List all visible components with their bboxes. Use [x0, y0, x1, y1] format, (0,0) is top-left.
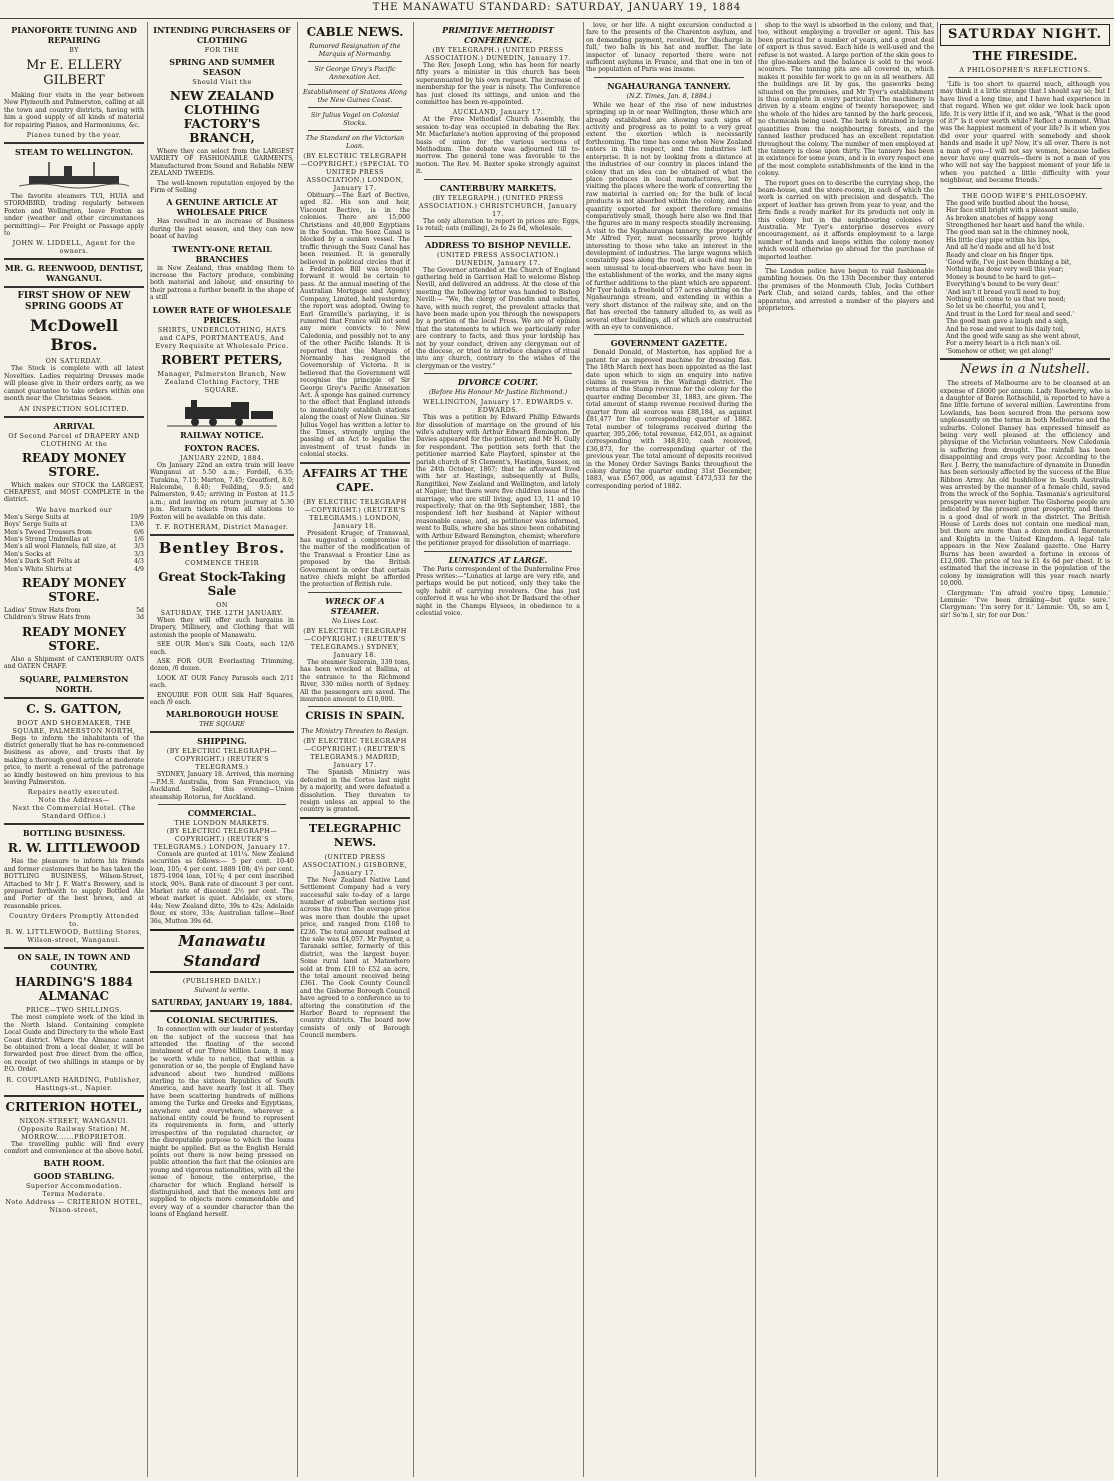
piano-tuner-name: Mr E. ELLERY GILBERT — [26, 58, 122, 88]
divider — [4, 947, 144, 949]
price-row: Children's Straw Hats from 3d — [4, 614, 144, 622]
gazette-body: Donald Donald, of Masterton, has applied for a patent for an improved machine for dressing flax. The 18th March next has been appointed as the last date upon which to sign an enquiry into native claims in reserves in the Waitangi district. The returns of the Stamp revenue for the colony for the quarter ending December 31, 1883, are given. The total amount of stamp revenue received during the quarter from all sources was £88,184, as against £81,477 for the corresponding quarter of 1882. Total number of telegrams received during the quarter, 395,266; total revenue, £42,051, as against corresponding with 348,810, cash received, £36,873, for the corresponding quarter of the previous year. The total amount of deposits received in the Money Order Savings Banks throughout the colony during the quarter ending 31st December, 1883, was £567,000, as against £473,533 for the corresponding period of 1882. — [586, 349, 752, 490]
harding-sig: R. COUPLAND HARDING, Publisher, Hastings-st., Napier. — [6, 1075, 142, 1092]
divider — [594, 334, 744, 335]
foxton-races: FOXTON RACES. — [184, 442, 260, 453]
divider — [424, 236, 572, 237]
divider — [158, 804, 286, 805]
factory-branch: NEW ZEALAND CLOTHING FACTORY'S BRANCH, — [169, 89, 275, 145]
column-6-continued: The report goes on to describe the currying shop, the beam-house, and the store-rooms, in each of which the work is carried on with precision and despatch. The export of leather has grown from year to year, and the firm finds a ready market for its products not only in this colony but in the neighbouring colonies of Australia. Mr Tyer's enterprise deserves every encouragement, as it affords employment to a large number of hands and keeps within the colony money which would otherwise go abroad for the purchase of imported leather. — [758, 179, 934, 261]
colonial-securities-heading: COLONIAL SECURITIES. — [166, 1015, 278, 1026]
divorce-body: This was a petition by Edward Phillip Edwards for dissolution of marriage on the ground of his wife's adultery with Arthur Edward Remington. Dr Davies appeared for the petitioner, and Mr H. Gully for respondent. The petition sets forth that the petitioner married Kate Playford, spinster at the parish church of St Clement's, Hastings, Sussex, on the 24th October, 1867; that he afterward lived with her at Hastings, subsequently at Bulls, Rangitikei, New Zealand and Wellington, and lately at Napier; that there were five children issue of the marriage, who are still living, aged 13, 11 and 10 respectively; that on the 9th September, 1881, the respondent left her husband at Napier without reasonable cause, and, as petitioner was informed, went to Bulls, where she has since been cohabiting with Arthur Edward Remington, chemist; wherefore the petitioner prayed for dissolution of marriage. — [416, 414, 580, 548]
inspection-solicited: AN INSPECTION SOLICITED. — [19, 404, 129, 413]
sale-on: ON — [216, 600, 228, 609]
bottling-heading: BOTTLING BUSINESS. — [22, 828, 126, 839]
mcdowell-bros: McDowell Bros. — [29, 316, 119, 355]
retail-branches: TWENTY-ONE RETAIL BRANCHES — [172, 243, 272, 264]
arrival-body: Of Second Parcel of DRAPERY AND CLOTHING At the — [8, 431, 140, 448]
divider — [4, 823, 144, 825]
reflections-heading: A PHILOSOPHER'S REFLECTIONS. — [959, 66, 1091, 74]
price-row: Boys' Serge Suits at 13/6 — [4, 521, 144, 529]
column-5 — [586, 22, 752, 1477]
divider — [150, 731, 294, 733]
divider — [300, 817, 410, 819]
reputation: The well-known reputation enjoyed by the Firm of Selling — [150, 179, 294, 195]
column-2 — [150, 22, 294, 1477]
divider — [4, 286, 144, 288]
steam-body: The favorite steamers TUI, HUIA and STORMBIRD, trading regularly between Foxton and Wellington, leave Foxton as under (weather and other circumstances permitting)— For Freight or Passage apply to — [4, 193, 144, 238]
criterion-heading: CRITERION HOTEL, — [5, 1099, 143, 1114]
wreck-body: The steamer Suzerain, 339 tons, has been wrecked at Ballina, at the entrance to the Richmond River, 330 miles north of Sydney. All the passengers are saved. The insurance amount to £10,000. — [300, 658, 410, 703]
london-police-body: The London police have begun to raid fashionable gambling houses. On the 13th December they entered the premises of the Monmouth Club, Jocks Cuthbert Park Club, and seized cards, tables, and the other apparatus, and arrested a number of the players and proprietors. — [758, 268, 934, 313]
canterbury-heading: CANTERBURY MARKETS. — [439, 182, 557, 193]
divider — [4, 697, 144, 699]
column-rule — [755, 22, 756, 1477]
harding-price: PRICE—TWO SHILLINGS. — [25, 1006, 123, 1015]
divider — [150, 534, 294, 536]
divider — [948, 188, 1102, 189]
bentley-bros: Bentley Bros. — [158, 538, 286, 557]
crisis-sub: The Ministry Threaten to Resign. — [301, 727, 409, 736]
column-1 — [4, 22, 144, 1477]
lunatics-body: The Paris correspondent of the Dunfermline Free Press writes:—"Lunatics at large are very rife, and perhaps would be put noticed, only they take the ugly habit of carrying revolvers. One has just conferred it was he who shot Dr Badsard the other night in the Champs Elysees, in obedience to a celestial voice. — [416, 565, 580, 617]
factory-body: Where they can select from the LARGEST VARIETY OF FASHIONABLE GARMENTS, Manufactured from Sound and Reliable NEW ZEALAND TWEEDS. — [150, 148, 294, 178]
bath-room: BATH ROOM. — [43, 1158, 105, 1169]
terms-moderate: Terms Moderate. — [42, 1190, 106, 1199]
oats-notice: Also a Shipment of CANTERBURY OATS and OATEN CHAFF. — [4, 655, 144, 671]
divorce-sub: (Before His Honour Mr Justice Richmond.) — [428, 388, 568, 397]
wreck-sub: No Lives Lost. — [331, 616, 379, 625]
column-6-intro: shop to the wayl is absorbed in the colony, and that, too, without employing a traveller or agent. This has been practical for a number of years, and a great deal of export is thus saved. Each hide is well-used and the refuse is not wasted. A large portion of the skin goes to the glue-makers and the balance is sold to the wool-scourers. The tanning pits are all covered in, which makes it possible for work to go on in all weathers. All the buildings are lit by gas, the gasworks being situated on the premises, and Mr Tyer's establishment is thus complete in every particular. The machinery is driven by a steam engine of twenty horsepower, and the whole of the hides are tanned by the bark process, no chemicals being used. The bark is obtained in large quantities from the neighbouring forests, and the tanned leather produced has an excellent reputation throughout the colony. The number of men employed at the tannery is close upon thirty. The tannery has been in existence for some years, and is in every respect one of the most complete establishments of the kind in the colony. — [758, 22, 934, 178]
country-orders: Country Orders Promptly Attended to. — [9, 912, 139, 929]
cable-item: Sir Julius Vogel on Colonial Stocks. — [310, 111, 400, 127]
canterbury-source: (BY TELEGRAPH.) (UNITED PRESS ASSOCIATION.) CHRISTCHURCH, January 17. — [418, 193, 578, 218]
crisis-body: The Spanish Ministry was defeated in the Cortes last night by a majority, and were defeated a dissolution. They threaten to resign unless an appeal to the country is granted. — [300, 769, 410, 814]
next-commercial: Next the Commercial Hotel. (The Standard Office.) — [12, 804, 136, 821]
commercial-body: Consols are quoted at 101¼. New Zealand securities as follows:— 5 per cent. 10-40 loan, 105; 4 per cent. 1889 108; 4½ per cent. 1875-1904 loan, 101¼; 4 per cent inscribed stock, 90¾. Bank rate of discount 3 per cent. Market rate of discount 2½ per cent. The wheat market is quiet. Adelaide, ex store, 44s; New Zealand ditto, 39s to 42s; Adelaide flour, ex store, 33s; Australian tallow—Beef 36s, Mutton 39s 6d. — [150, 851, 294, 925]
look-at: LOOK AT OUR Fancy Parasols each 2/11 each. — [150, 674, 294, 690]
spring-goods-heading: FIRST SHOW OF NEW SPRING GOODS AT — [17, 291, 131, 313]
column-rule — [413, 22, 414, 1477]
divider — [308, 61, 402, 62]
gatton-name: C. S. GATTON, — [26, 701, 122, 716]
piano-by: BY — [69, 46, 79, 54]
poem-line: The good man gave a laugh and a sigh, — [946, 318, 1069, 326]
cable-item: Sir George Grey's Pacific Annexation Act. — [314, 65, 396, 81]
steam-heading: STEAM TO WELLINGTON. — [14, 147, 134, 158]
poem-line: As broken snatches of happy song — [946, 214, 1054, 222]
poem-line: The good wife bustled about the house, — [946, 199, 1070, 207]
ask-for: ASK FOR OUR Everlasting Trimming, dozen, /6 dozen. — [150, 657, 294, 673]
shipping-body: SYDNEY, January 18. Arrived, this morning—P.M.S. Australia, from San Francisco, via Auckland. Sailed, this evening—Union steamship Rotorua, for Auckland. — [150, 771, 294, 801]
gatton-trade: BOOT AND SHOEMAKER, THE SQUARE, PALMERSTON NORTH, — [12, 718, 136, 735]
price-row: Ladies' Straw Hats from 5d — [4, 606, 144, 614]
divider — [308, 706, 402, 707]
poem-line: Nothing has done very well this year; — [946, 266, 1064, 274]
column-6 — [758, 22, 934, 1477]
auckland-dateline: AUCKLAND, January 17. — [452, 108, 544, 117]
poem-line: And he rose and went to his daily toil, — [946, 325, 1065, 333]
price-row: Men's all wool Flannels, full size, at 3/3 — [4, 543, 144, 551]
telegraphic-body: The New Zealand Native Land Settlement Company had a very successful sale to-day of a large number of suburban sections just across the river. The average price was more than double the upset price, and ranged from £108 to £236. The total amount realised at the sale was £4,057. Mr Poynter, a Taranaki settler, formerly of this district, was the largest buyer. Some rural land at Matawhero sold at from £10 to £52 an acre, the total amount received being £361. The Cook County Council and the Gisborne Borough Council have agreed to a conference as to altering the constitution of the Harbor Board to represent the country districts. The board now consists of only of Borough Council members. — [300, 876, 410, 1040]
good-wife-poem — [940, 200, 1110, 356]
tannery-heading: NGAHAURANGA TANNERY. — [607, 80, 731, 91]
column-rule — [937, 22, 938, 1477]
divider — [766, 264, 926, 265]
for-the: FOR THE — [204, 46, 240, 54]
poem-line: And all he'd made and all he'd lost — [946, 244, 1055, 252]
peters-title: Manager, Palmerston Branch, New Zealand Clothing Factory, THE SQUARE. — [157, 369, 287, 394]
fireside-heading: THE FIRESIDE. — [972, 49, 1078, 63]
criterion-note: Note Address — CRITERION HOTEL, Nixon-street, — [5, 1198, 143, 1215]
column-4 — [416, 22, 580, 1477]
criterion-address: NIXON-STREET, WANGANUI. (Opposite Railway Station) M. MORROW.......PROPRIETOR. — [17, 1116, 131, 1141]
poem-line: Nothing will come to us that we need; — [946, 295, 1066, 303]
cable-item: The Standard on the Victorian Loan. — [305, 134, 405, 150]
divider — [4, 1095, 144, 1097]
should-visit: Should Visit the — [192, 78, 252, 86]
saturday-night-heading: SATURDAY NIGHT. — [940, 24, 1110, 46]
gazette-heading: GOVERNMENT GAZETTE. — [610, 338, 728, 349]
issue-date: SATURDAY, JANUARY 19, 1884. — [151, 997, 293, 1008]
robert-peters: ROBERT PETERS, — [161, 352, 283, 367]
shipping-source: (BY ELECTRIC TELEGRAPH—COPYRIGHT.) (REUTER'S TELEGRAMS.) — [166, 747, 278, 772]
shirts-notice: SHIRTS, UNDERCLOTHING, HATS and CAPS, PORTMANTEAUS, And Every Requisite at Wholesale Price. — [155, 325, 289, 350]
shipping-heading: SHIPPING. — [197, 736, 247, 747]
commercial-source: (BY ELECTRIC TELEGRAPH—COPYRIGHT.) (REUTER'S TELEGRAMS.) LONDON, January 17. — [153, 827, 291, 852]
divider — [4, 416, 144, 418]
divorce-heading: DIVORCE COURT. — [457, 377, 539, 388]
poem-line: So let us be cheerful, you and I, — [946, 303, 1046, 311]
piano-body: Making four visits in the year between New Plymouth and Palmerston, calling at all the town and country districts, having with him a good supply of all kinds of material for repairing Pianos, and Harmoniums, &c. — [4, 92, 144, 129]
published-daily: (PUBLISHED DAILY.) — [182, 977, 262, 986]
races-sig: T. F. ROTHERAM, District Manager. — [155, 522, 289, 531]
motto: Suivant la verite. — [194, 986, 250, 995]
littlewood-sig: R. W. LITTLEWOOD, Bottling Stores, Wilson-street, Wanganui. — [5, 928, 143, 945]
steamer-illustration — [19, 160, 129, 190]
price-row: Men's Socks at 3/3 — [4, 550, 144, 558]
commercial-heading: COMMERCIAL. — [187, 808, 257, 819]
poem-line: And trust in the Lord for meal and seed.' — [946, 310, 1075, 318]
harding-almanac: HARDING'S 1884 ALMANAC — [15, 975, 133, 1004]
divorce-source: WELLINGTON, January 17. EDWARDS v. EDWARDS. — [423, 398, 573, 415]
column-rule — [297, 22, 298, 1477]
price-row: Men's Tweed Trousers from 6/6 — [4, 528, 144, 536]
divider — [424, 373, 572, 374]
divider — [300, 462, 410, 464]
crisis-source: (BY ELECTRIC TELEGRAPH—COPYRIGHT.) (REUTER'S TELEGRAMS.) MADRID, January 17. — [303, 737, 407, 770]
poem-line: The good man sat in the chimney nook, — [946, 229, 1070, 237]
divider — [308, 592, 402, 593]
price-row: Men's Serge Suits at 19/9 — [4, 513, 144, 521]
see-our: SEE OUR Men's Silk Coats, each 12/6 each. — [150, 641, 294, 656]
gatton-body: Begs to inform the inhabitants of the district generally that he has re-commenced business as above, and trusts that by making a thorough good article at moderate price, to merit a renewal of the patronage so kindly bestowed on him previous to his leaving Palmerston. — [4, 734, 144, 787]
auckland-body: At the Free Methodist Church Assembly, the session to-day was occupied in debating the Rev. Mr. Macfarlane's motion approving of the proposed basis of union for the various sections of Methodism. The debate was adjourned till to-morrow. The general tone was favorable to the motion. The Rev. M. Baxter spoke strongly against it. — [416, 116, 580, 176]
ready-money-store-2: READY MONEY STORE. — [22, 575, 126, 604]
tannery-source: (N.Z. Times, Jan. 8, 1884.) — [626, 91, 712, 100]
lunatics-heading: LUNATICS AT LARGE. — [448, 554, 548, 565]
crisis-heading: CRISIS IN SPAIN. — [305, 711, 405, 723]
cable-item: Establishment of Stations Along the New Guinea Coast. — [302, 88, 408, 104]
column-rule — [583, 22, 584, 1477]
ready-money-store: READY MONEY STORE. — [22, 450, 126, 479]
poem-line: For a merry heart is a rich man's oil. — [946, 340, 1062, 348]
price-row: Men's White Shirts at 4/9 — [4, 565, 144, 573]
nutshell-heading: News in a Nutshell. — [960, 362, 1090, 378]
railway-notice: RAILWAY NOTICE. — [180, 429, 264, 440]
primitive-source: (BY TELEGRAPH.) (UNITED PRESS ASSOCIATION.) DUNEDIN, January 17. — [425, 46, 571, 62]
note-address: Note the Address— — [38, 796, 110, 805]
wreck-heading: WRECK OF A STEAMER. — [325, 595, 385, 616]
price-list — [4, 514, 144, 573]
cape-heading: AFFAIRS AT THE CAPE. — [302, 466, 408, 494]
littlewood-name: R. W. LITTLEWOOD — [7, 841, 141, 856]
ready-body: Which makes our STOCK the LARGEST, CHEAPEST, and MOST COMPLETE in the district. — [4, 481, 144, 504]
divider — [594, 77, 744, 78]
poem-line: Everything's bound to be very dear.' — [946, 281, 1060, 289]
marked-our: We have marked our — [36, 505, 112, 514]
good-stabling: GOOD STABLING. — [33, 1171, 115, 1182]
poem-line: Strengthened her heart and hand the while. — [946, 221, 1085, 229]
column-rule — [147, 22, 148, 1477]
piano-heading: PIANOFORTE TUNING AND REPAIRING — [11, 25, 137, 45]
superior-accommodation: Superior Accommodation. — [26, 1182, 122, 1191]
commence-their: COMMENCE THEIR — [185, 558, 259, 567]
season: SPRING AND SUMMER SEASON — [169, 57, 275, 77]
bishop-body: The Governor attended at the Church of England gathering held in Garrison Hall to welcome Bishop Nevill, and delivered an address. At the close of the meeting the following letter was handed to Bishop Nevill:— "We, the clergy of Dunedin and suburbs, have, with much regret, the prevalent attacks that have been made upon you through the newspapers by a portion of the local Press. We are of opinion that the statements to which we particularly refer are contrary to facts, and thus your lordship has not by your conduct, driven any clergyman out of the diocese, or tried to introduce changes of ritual into any church, contrary to the wishes of the clergyman or the vestry." — [416, 266, 580, 370]
telegraphic-source: (UNITED PRESS ASSOCIATION.) GISBORNE, January 17. — [302, 852, 408, 877]
genuine-body: Has resulted in an increase of Business during the past season, and they can now boast of having — [150, 218, 294, 241]
divider — [940, 358, 1110, 360]
ending-joke: Clergyman: 'I'm afraid you're tipsy, Lemmie.' Lemmie: 'I've been drinking—but quite sure.' Clergyman: 'I'm sorry for it.' Lemmie: 'Oh, so am I, sir! So'm I, sir; for our Don.' — [940, 589, 1110, 619]
piano-tail: Pianos tuned by the year. — [26, 131, 122, 140]
show-on: ON SATURDAY. — [45, 357, 103, 366]
lower-rate: LOWER RATE OF WHOLESALE PRICES. — [152, 304, 292, 325]
cape-source: (BY ELECTRIC TELEGRAPH—COPYRIGHT.) (REUTER'S TELEGRAMS.) LONDON, January 18. — [303, 497, 407, 530]
poem-line: 'Somehow or other, we get along!' — [946, 347, 1054, 355]
marlborough-house: MARLBOROUGH HOUSE — [165, 709, 279, 720]
ready-money-store-3: READY MONEY STORE. — [22, 624, 126, 653]
column-3 — [300, 22, 410, 1477]
nutshell-body: The streets of Melbourne are to be cleansed at an expense of £8000 per annum. Lady Roseberry, who is a daughter of Baron Rothschild, is reported to have a fine little fortune of several million. Lawrentine from Lowlands, has been secured from the persons now unpleasantly on the terms in both Melbourne and the suburbs. Colonel Dansey has expressed himself as being very well pleased at the efficiency and physique of the Victorian volunteers. New Caledonia is suffering from drought. The rainfall has been disappointing and crops very poor. According to the Rev. J. Berry, the manufacture of dynamite in Dunedin has been seriously affected by the success of the Blue Ribbon Army. An old bushfellow in South Australia was arrested by the manner of a female child, saved from the wreck of the Sophia. Tasmania's agricultural prosperity was never higher. The Gisborne people are indicated by the present great prosperity, and there is a good deal of work in the district. The British House of Lords does not contain one medical man, but there are more than a dozen medical Baronets and Knights in the United Kingdom. A legal tale appears in the New Zealand gazette. One Harry Burns has been awarded a fortune in excess of £12,000. The price of tea is £1 4s 6d per chest. It is estimated that the increase in the population of the colony by immigration will this year reach nearly 10,000. — [940, 380, 1110, 588]
tannery-body: While we hear of the rise of new industries springing up in or near Wellington, those which are already established are showing such signs of activity and progress as to point to a very great extent the exertion which is necessarily forthcoming. The time has come when New Zealand enters in this respect, and the industries left enterprise. It is not by looking from a distance at the industries of our country in places inland the colony that an idea can be obtained of what the place produces in local manufactures, but by visiting the places where the work of converting the raw material is carried on; for the bulk of local products is not absorbed within the colony, and the quantity exported for export therefore remains comparatively small, though here also we find that the figures are in many respects steadily increasing. A visit to the Ngahauranga tannery, the property of Mr Alfred Tyer, must necessarily prove highly interesting to those who take an interest in the development of industries. The large wagons which constantly pass along the road, at each end may be seen unusual to local-observers who have been in the establishment of the works, and the many signs of further additions to the plant which are apparent. Mr Tyer holds a freehold of 57 acres abutting on the Ngahauranga stream, and extending in within a very short distance of the railway site, and on the flat has erected the tannery alluded to, as well as several other buildings, all of which are constructed with an eye to convenience. — [586, 101, 752, 332]
cable-news-heading: CABLE NEWS. — [306, 25, 404, 39]
london-markets: THE LONDON MARKETS. — [174, 819, 270, 828]
enquire-for: ENQUIRE FOR OUR Silk Half Squares, each /9 each. — [150, 691, 294, 706]
divider — [4, 142, 144, 144]
wreck-source: (BY ELECTRIC TELEGRAPH—COPYRIGHT.) (REUTER'S TELEGRAMS.) SYDNEY, January 18. — [303, 626, 407, 659]
divider — [308, 84, 402, 85]
cable-item: Rumored Resignation of the Marquis of Normanby. — [309, 42, 401, 58]
harding-heading: ON SALE, IN TOWN AND COUNTRY, — [17, 952, 131, 973]
primitive-body: The Rev. Joseph Long, who has been for nearly fifty years a minister in this church has been superannuated by his own request. The increase of membership for the year is ninety. The Conference has just closed its sittings, and union and the committee has been re-appointed. — [416, 62, 580, 107]
show-body: The Stock is complete with all latest Novelties. Ladies requiring Dresses made will please give in their orders early, as we cannot guarantee to take orders within one month near the Christmas Season. — [4, 365, 144, 403]
arrival-heading: ARRIVAL — [53, 420, 95, 431]
races-body: On January 22nd an extra train will leave Wanganui at 5.50 a.m.; Fordell, 6.35; Turakina, 7.15; Marton, 7.45; Greatford, 8.0; Halcombe, 8.40; Feilding, 9.5; and Palmerston, 9.45; arriving in Foxton at 11.5 a.m.; and leaving on return journey at 5.30 p.m. Return tickets from all stations to Foxton will be available on this date. — [150, 461, 294, 521]
bishop-heading: ADDRESS TO BISHOP NEVILLE. — [425, 239, 571, 250]
steam-agent: JOHN W. LIDDELL, Agent for the owners. — [12, 239, 136, 256]
harding-body: The most complete work of the kind in the North Island. Containing complete Local Guide and Directory to the whole East Coast district. Where the Almanac cannot be obtained from a local dealer, it will be forwarded post free direct from the office, on receipt of two shillings in stamps or by P.O. Order. — [4, 1014, 144, 1074]
cable-body: Obituary.—The Earl of Bective, aged 82. His son and heir, Viscount Bective, is in the colonies. There are 15,000 Christians and 40,000 Egyptians in the Soudan. The Suez Canal is blocked by a sunken vessel. The traffic through the Suez Canal has been resumed. It is generally believed in political circles that if a Federation Bill was brought forward it would be certain to pass. At the annual meeting of the Australian Mortgage and Agency Company, Limited, held yesterday, the report was adopted. Owing to Earl Granville's parlaying, it is rumored that France will not send any more convicts to New Caledonia, and possibly not to any of the other Pacific Islands. It is reported that the Marquis of Normanby has resigned the Governorship of Victoria. It is believed that the Government will recognise the principle of Sir George Grey's Pacific Annexation Act. A sponge has gained currency to the effect that England intends to immediately establish stations along the coast of New Guinea. Sir Julius Vogel has written a letter to the Times, strongly urging the passing of an Act to legalise the investment of trust funds in colonial stocks. — [300, 192, 410, 459]
cable-source: (BY ELECTRIC TELEGRAPH—COPYRIGHT.) (SPECIAL TO UNITED PRESS ASSOCIATION.) LONDON, January 17. — [300, 152, 410, 192]
divider — [948, 77, 1102, 78]
divider — [150, 1010, 294, 1012]
poem-line: 'Good wife, I've just been thinking a bit, — [946, 258, 1072, 266]
column-5-intro: love, or her life. A night excursion conducted a fare to the presents of the Charenton asylum, and on demanding payment, received, for 'discharge in full,' two balls in his hat and muffler. The late inspector of lunacy reported there were not sufficient asylums in France, and that one in ten of the population of Paris was insane. — [586, 22, 752, 74]
repairs-note: Repairs neatly executed. — [27, 788, 121, 797]
cape-body: President Kruger, of Transvaal, has suggested a compromise in the matter of the modification of the Transvaal a Frontier Line as proposed by the British Government in order that certain native chiefs might be afforded the protection of British rule. — [300, 529, 410, 589]
the-square: THE SQUARE — [199, 720, 245, 729]
divider — [308, 130, 402, 131]
price-row: Men's Strong Umbrellas at 1/6 — [4, 535, 144, 543]
telegraphic-heading: TELEGRAPHIC NEWS. — [308, 821, 402, 849]
poem-line: 'And isn't it bread you'll need to buy, — [946, 288, 1061, 296]
page-masthead: THE MANAWATU STANDARD: SATURDAY, JANUARY 19, 1884 — [0, 0, 1114, 19]
divider — [424, 179, 572, 180]
stock-taking-sale: Great Stock-Taking Sale — [158, 569, 286, 598]
sale-date: SATURDAY, THE 12TH JANUARY. — [160, 608, 284, 617]
littlewood-body: Has the pleasure to inform his friends and former customers that he has taken the BOTTLING BUSINESS, Wilson-Street, Attached to Mr J. F. Watt's Brewery, and is prepared forthwith to supply Bottled Ale and Porter of the best brews, and at reasonable prices. — [4, 858, 144, 910]
poem-line: Money is bound to be hard to get— — [946, 273, 1057, 281]
poem-line: And the good wife sang as she went about, — [946, 333, 1081, 340]
bishop-source: (UNITED PRESS ASSOCIATION.) DUNEDIN, January 17. — [437, 250, 559, 267]
divider — [308, 107, 402, 108]
square-address: SQUARE, PALMERSTON NORTH. — [19, 673, 129, 694]
price-row: Men's Dark Soft Felts at 4/3 — [4, 558, 144, 566]
poem-line: His little clay pipe within his lips, — [946, 236, 1052, 244]
poem-line: Ready and clear on his finger tips. — [946, 251, 1054, 259]
genuine-article: A GENUINE ARTICLE AT WHOLESALE PRICE — [166, 197, 278, 218]
criterion-body: The travelling public will find every comfort and convenience at the above hotel. — [4, 1140, 144, 1155]
races-date: JANUARY 22ND, 1884. — [180, 453, 264, 462]
reflections-body: 'Life is too short to quarrel much, although you may think it a little strange that I should say so; but I have lived a long time, and I have had experience in that regard. When we get older we look back upon life. It is very little if it, and we ask, "What is the good of it?" Is it ever worth while? Reflect a moment. What was the happiest moment of your life? Is it when you did over your quarrel with somebody and shook hands and made it up? Now, it's all over. There is not a man of you—I will not say women, because ladies never have any quarrels—there is not a man of you who will not say the happiest moment of your life is when you patched a little difficulty with your neighbour, and became friends.' — [940, 81, 1110, 185]
canterbury-body: The only alteration to report in prices are: Eggs, 1s retail; oats (milling), 2s to 2s 6d, wholesale. — [416, 217, 580, 233]
poem-line: Her face still bright with a pleasant smile, — [946, 207, 1079, 215]
locomotive-illustration — [167, 397, 277, 427]
divider — [424, 551, 572, 552]
intending-heading: INTENDING PURCHASERS OF CLOTHING — [153, 25, 291, 45]
sale-body: When they will offer such bargains in Drapery, Millinery, and Clothing that will astonish the people of Manawatu. — [150, 616, 294, 639]
good-wife-heading: THE GOOD WIFE'S PHILOSOPHY. — [962, 191, 1088, 200]
divider — [4, 258, 144, 260]
primitive-methodist-heading: PRIMITIVE METHODIST CONFERENCE. — [442, 25, 554, 45]
colonial-body: In connection with our leader of yesterday on the subject of the success that has attended the floating of the second instalment of our Three Million Loan, it may be worth while to notice, that within a generation or so, the people of England have advanced about two hundred millions sterling to the sixteen Republics of South America, and have nearly lost it all. They have been scattering hundreds of millions among the Turks and Greeks and Egyptians, anywhere and everywhere, wherever a national entity could be found to represent its requirements in form, and utterly irrespective of the regulated character, or the disreputable purpose to which the loans might be applied. But as the English Herald points out there is now being pressed on public attention the fact that the colonies are young and vigorous nationalities, with all the sense of honour, the enterprise, the character for which England herself is distinguished, and that the moneys lent are supplied to objects more commendable and every way of a sounder character than the loans of England herself. — [150, 1026, 294, 1219]
dentist-name: MR. G. REENWOOD, DENTIST, WANGANUI. — [4, 263, 144, 284]
column-7 — [940, 22, 1110, 1477]
manawatu-standard-masthead: Manawatu Standard — [150, 929, 294, 973]
branches-body: in New Zealand, thus enabling them to increase the Factory produce, combining both material and labour, and ensuring to their patrons a further benefit in the shape of a still — [150, 264, 294, 302]
